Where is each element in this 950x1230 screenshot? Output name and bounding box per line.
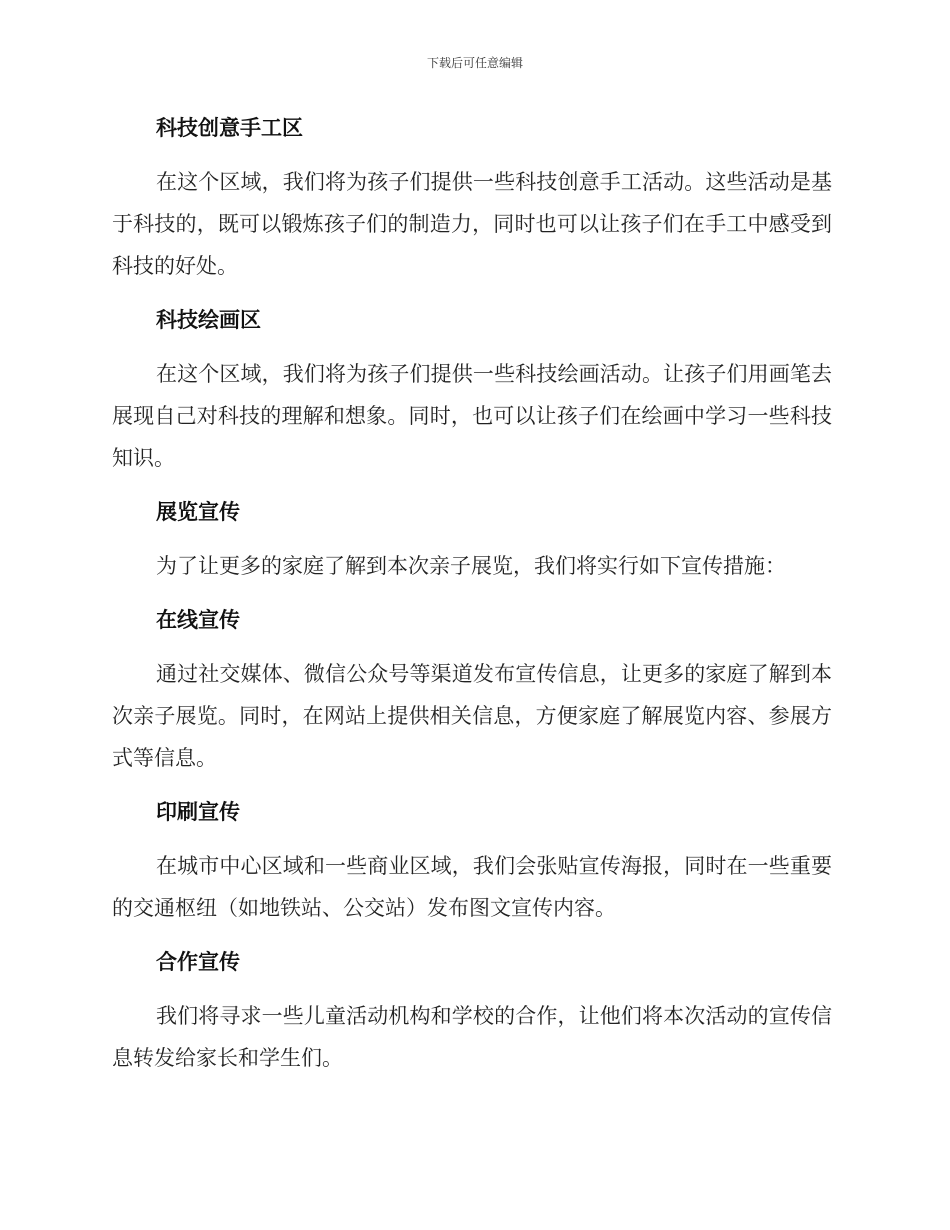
section-partner-promotion <box>112 942 832 1079</box>
section-tech-drawing <box>112 300 832 479</box>
section-paragraph: 在城市中心区域和一些商业区域，我们会张贴宣传海报，同时在一些重要的交通枢纽（如地铁站、公交站）发布图文宣传内容。 <box>112 854 832 920</box>
section-paragraph: 我们将寻求一些儿童活动机构和学校的合作，让他们将本次活动的宣传信息转发给家长和学生们。 <box>112 1004 832 1070</box>
section-paragraph: 为了让更多的家庭了解到本次亲子展览，我们将实行如下宣传措施： <box>156 554 786 578</box>
page-header: 下载后可任意编辑 <box>426 56 523 70</box>
section-tech-craft <box>112 108 832 287</box>
section-online-promotion <box>112 600 832 779</box>
section-heading: 展览宣传 <box>156 500 240 524</box>
section-paragraph: 在这个区域，我们将为孩子们提供一些科技创意手工活动。这些活动是基于科技的，既可以锻炼孩子们的制造力，同时也可以让孩子们在手工中感受到科技的好处。 <box>112 170 832 278</box>
section-heading: 科技绘画区 <box>156 308 261 332</box>
section-heading: 在线宣传 <box>156 608 240 632</box>
section-exhibition-promotion <box>112 492 832 587</box>
document-body <box>112 108 832 1092</box>
section-heading: 合作宣传 <box>156 950 240 974</box>
section-print-promotion <box>112 792 832 929</box>
section-paragraph: 通过社交媒体、微信公众号等渠道发布宣传信息，让更多的家庭了解到本次亲子展览。同时，在网站上提供相关信息，方便家庭了解展览内容、参展方式等信息。 <box>112 662 832 770</box>
section-heading: 印刷宣传 <box>156 800 240 824</box>
section-paragraph: 在这个区域，我们将为孩子们提供一些科技绘画活动。让孩子们用画笔去展现自己对科技的理解和想象。同时，也可以让孩子们在绘画中学习一些科技知识。 <box>112 362 832 470</box>
section-heading: 科技创意手工区 <box>156 116 303 140</box>
